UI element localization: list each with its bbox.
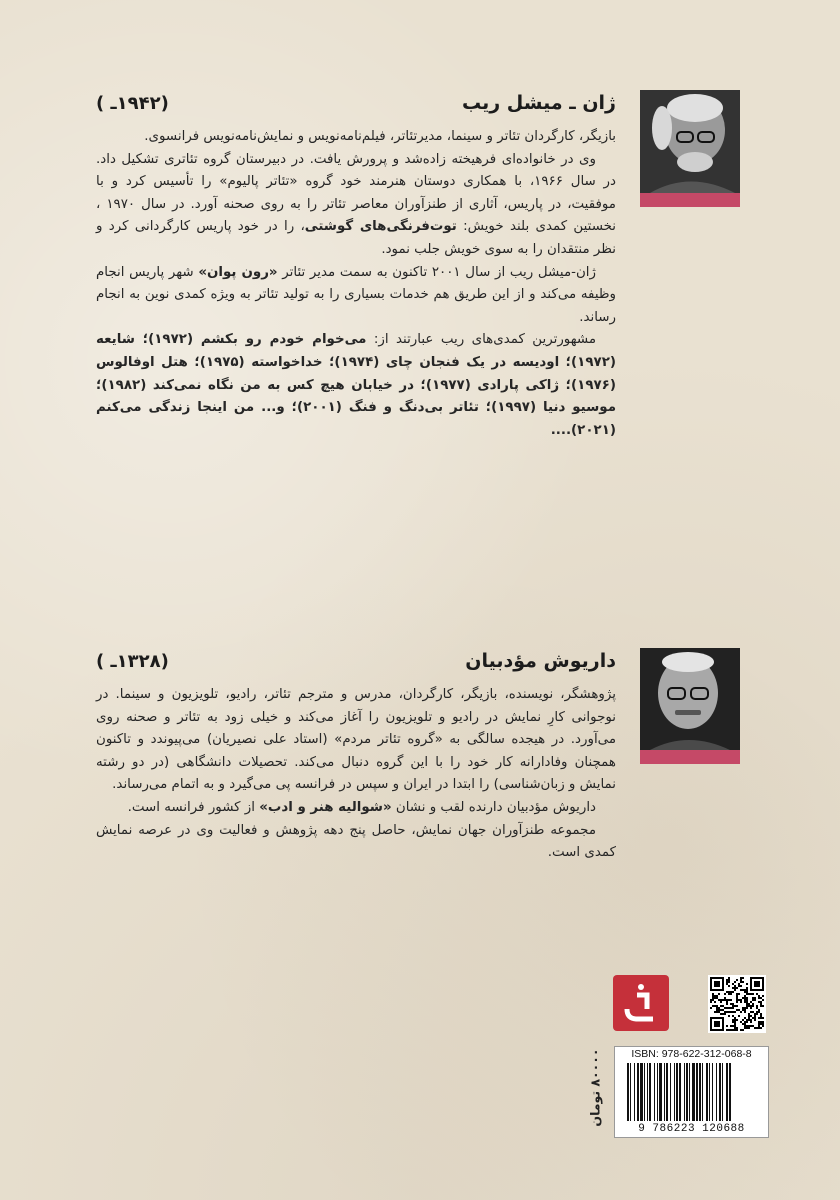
isbn-text: ISBN: 978-622-312-068-8 <box>631 1048 752 1060</box>
qr-code <box>708 975 766 1033</box>
author2-name: داریوش مؤدبیان <box>465 650 616 672</box>
author2-heading <box>96 650 616 672</box>
author2-bio-1: پژوهشگر، نویسنده، بازیگر، کارگردان، مدرس و مترجم تئاتر، رادیو، تلویزیون و سینما. در نوجوانی کارِ نمایش در رادیو و تلویزیون را آغاز می‌کند و خیلی زود به تئاتر و صحنه روی می‌آورد. در هیجده سالگی به «گروه تئاتر مردم» (استاد علی نصیریان) می‌پیوندد و تاکنون همچنان وفادارانه کار خود را با این گروه دنبال می‌کند. تحصیلات دانشگاهی (در دو رشته نمایش و زبان‌شناسی) را ابتدا در ایران و سپس در فرانسه پی می‌گیرد و به اتمام می‌رساند. <box>96 687 616 793</box>
author1-heading <box>96 92 616 114</box>
author1-section <box>96 92 616 442</box>
author2-years: (۱۳۲۸ـ ) <box>96 651 169 672</box>
author1-bio-1: بازیگر، کارگردان تئاتر و سینما، مدیرتئاتر، فیلم‌نامه‌نویس و نمایش‌نامه‌نویس فرانسوی. <box>144 129 616 144</box>
author1-bio-2: وی در خانواده‌ای فرهیخته زاده‌شد و پرورش یافت. در دبیرستان گروه تئاتری تشکیل داد. در سال ۱۹۶۶، با همکاری دوستان هنرمند خود گروه «تئاتر پالیوم» را تأسیس کرد و با موفقیت، در پاریس، آثاری از طنزآوران معاصر تئاتر را به روی صحنه آورد. در سال ۱۹۷۰ ، نخستین کمدی بلند خویش: توت‌فرنگی‌های گوشتی، را در خود پاریس کارگردانی کرد و نظر منتقدان را به سوی خویش جلب نمود. <box>96 151 617 257</box>
author2-bio-3: مجموعه طنزآوران جهان نمایش، حاصل پنج دهه پژوهش و فعالیت وی در عرصه نمایش کمدی است. <box>96 822 616 861</box>
publisher-logo <box>613 975 669 1031</box>
author1-works: مشهورترین کمدی‌های ریب عبارتند از: می‌خوام خودم رو بکشم (۱۹۷۲)؛ شایعه (۱۹۷۲)؛ اودیسه در یک فنجان چای (۱۹۷۴)؛ خداخواسته (۱۹۷۵)؛ هتل اوفالوس (۱۹۷۶)؛ ژاکی پارادی (۱۹۷۷)؛ در خیابان هیچ کس به من نگاه نمی‌کند (۱۹۸۲)؛ موسیو دنیا (۱۹۹۷)؛ تئاتر بی‌دنگ و فنگ (۲۰۰۱)؛ و... من اینجا زندگی می‌کنم (۲۰۲۱).... <box>96 332 616 438</box>
accent-bar <box>640 750 740 764</box>
author1-photo <box>640 90 740 207</box>
isbn-barcode <box>614 1046 769 1138</box>
author1-years: (۱۹۴۲ـ ) <box>96 93 169 114</box>
portrait-image <box>640 648 740 750</box>
author1-bio-3: ژان-میشل ریب از سال ۲۰۰۱ تاکنون به سمت مدیر تئاتر «رون پوان» شهر پاریس انجام وظیفه می‌کند و از این طریق هم خدمات بسیاری را به تولید تئاتر به ویژه کمدی نوین به انجام رساند. <box>96 264 616 325</box>
author1-name: ژان ـ میشل ریب <box>461 92 616 114</box>
author2-section <box>96 650 616 865</box>
author2-photo <box>640 648 740 764</box>
accent-bar <box>640 193 740 207</box>
author2-bio-2: داریوش مؤدبیان دارنده لقب و نشان «شوالیه هنر و ادب» از کشور فرانسه است. <box>127 799 596 815</box>
barcode-number: 9 786223 120688 <box>638 1123 745 1135</box>
portrait-image <box>640 90 740 193</box>
